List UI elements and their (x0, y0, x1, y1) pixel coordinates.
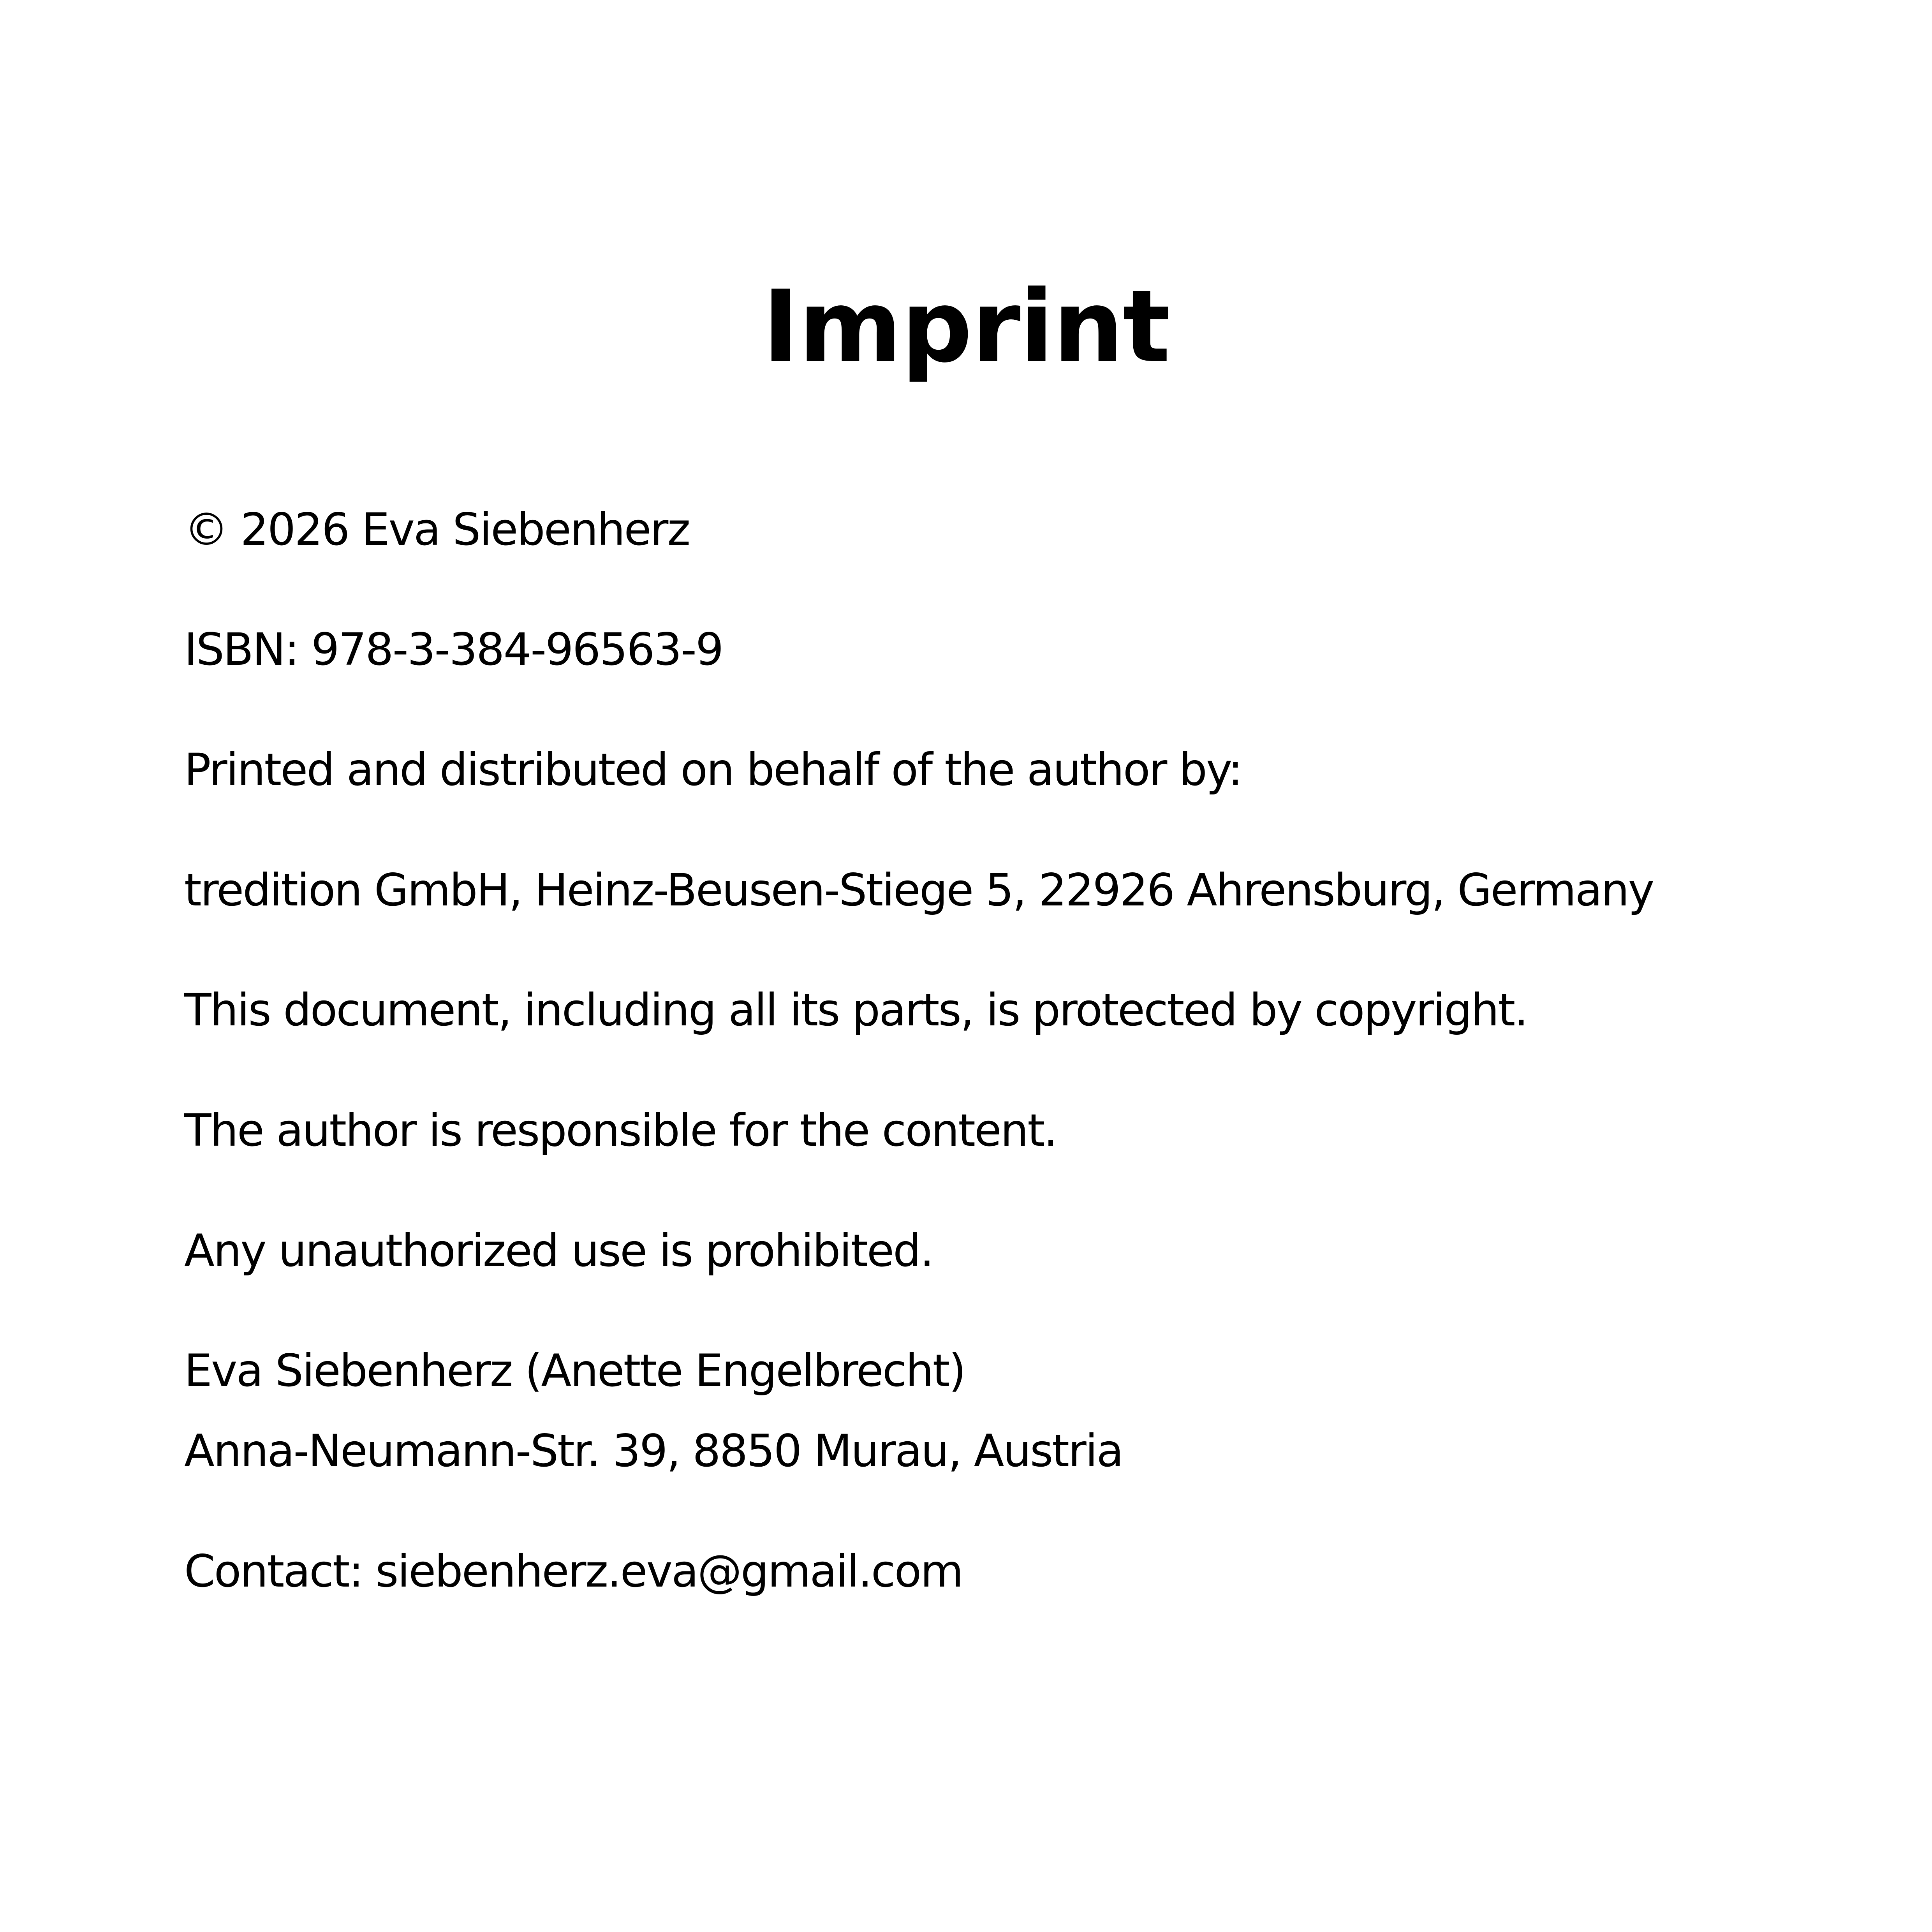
page-title: Imprint (762, 269, 1170, 385)
responsibility-statement: The author is responsible for the content. (184, 1104, 1057, 1156)
copyright-notice: This document, including all its parts, is protected by copyright. (184, 984, 1527, 1036)
author-address: Anna-Neumann-Str. 39, 8850 Murau, Austria (184, 1425, 1123, 1477)
printed-by-label: Printed and distributed on behalf of the author by: (184, 744, 1242, 796)
contact-line: Contact: siebenherz.eva@gmail.com (184, 1545, 963, 1597)
isbn-line: ISBN: 978-3-384-96563-9 (184, 623, 723, 675)
copyright-line: © 2026 Eva Siebenherz (184, 504, 690, 555)
prohibition-statement: Any unauthorized use is prohibited. (184, 1225, 933, 1277)
author-name: Eva Siebenherz (Anette Engelbrecht) (184, 1345, 965, 1397)
publisher-address: tredition GmbH, Heinz-Beusen-Stiege 5, 22926 Ahrensburg, Germany (184, 864, 1654, 916)
